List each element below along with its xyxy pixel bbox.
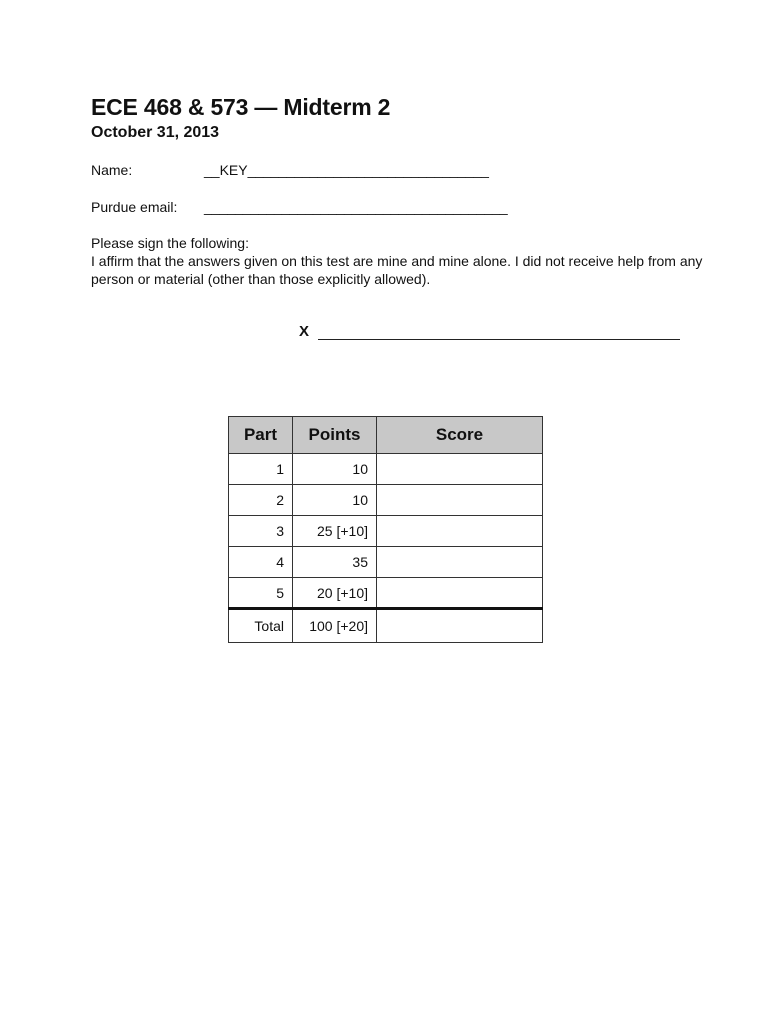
total-score-cell	[377, 609, 543, 643]
header-points: Points	[293, 417, 377, 454]
table-row	[229, 454, 543, 485]
score-cell	[377, 547, 543, 578]
email-field: _______________________________________	[204, 199, 508, 215]
points-cell: 10	[293, 454, 377, 485]
total-row	[229, 609, 543, 643]
score-cell	[377, 454, 543, 485]
email-label: Purdue email:	[91, 199, 178, 215]
points-cell: 25 [+10]	[293, 516, 377, 547]
total-label-cell: Total	[229, 609, 293, 643]
score-cell	[377, 485, 543, 516]
affirmation-block	[91, 234, 711, 288]
part-cell: 2	[229, 485, 293, 516]
exam-date: October 31, 2013	[91, 124, 220, 141]
affirmation-intro: Please sign the following:	[91, 235, 249, 251]
affirmation-statement: I affirm that the answers given on this test are mine and mine alone. I did not receive help from any person or material (other than those explicitly allowed).	[91, 253, 703, 287]
points-cell: 10	[293, 485, 377, 516]
header-part: Part	[229, 417, 293, 454]
score-table-header-row	[229, 417, 543, 454]
table-row	[229, 516, 543, 547]
header-score: Score	[377, 417, 543, 454]
table-row	[229, 578, 543, 609]
table-row	[229, 547, 543, 578]
signature-line	[318, 339, 680, 340]
table-row	[229, 485, 543, 516]
part-cell: 5	[229, 578, 293, 609]
name-field: __KEY_______________________________	[204, 162, 489, 178]
score-table	[228, 416, 543, 643]
score-cell	[377, 516, 543, 547]
signature-mark: X	[299, 323, 310, 340]
score-cell	[377, 578, 543, 609]
points-cell: 35	[293, 547, 377, 578]
points-cell: 20 [+10]	[293, 578, 377, 609]
part-cell: 1	[229, 454, 293, 485]
part-cell: 3	[229, 516, 293, 547]
exam-title: ECE 468 & 573 — Midterm 2	[91, 94, 391, 120]
total-points-cell: 100 [+20]	[293, 609, 377, 643]
part-cell: 4	[229, 547, 293, 578]
name-label: Name:	[91, 162, 133, 178]
